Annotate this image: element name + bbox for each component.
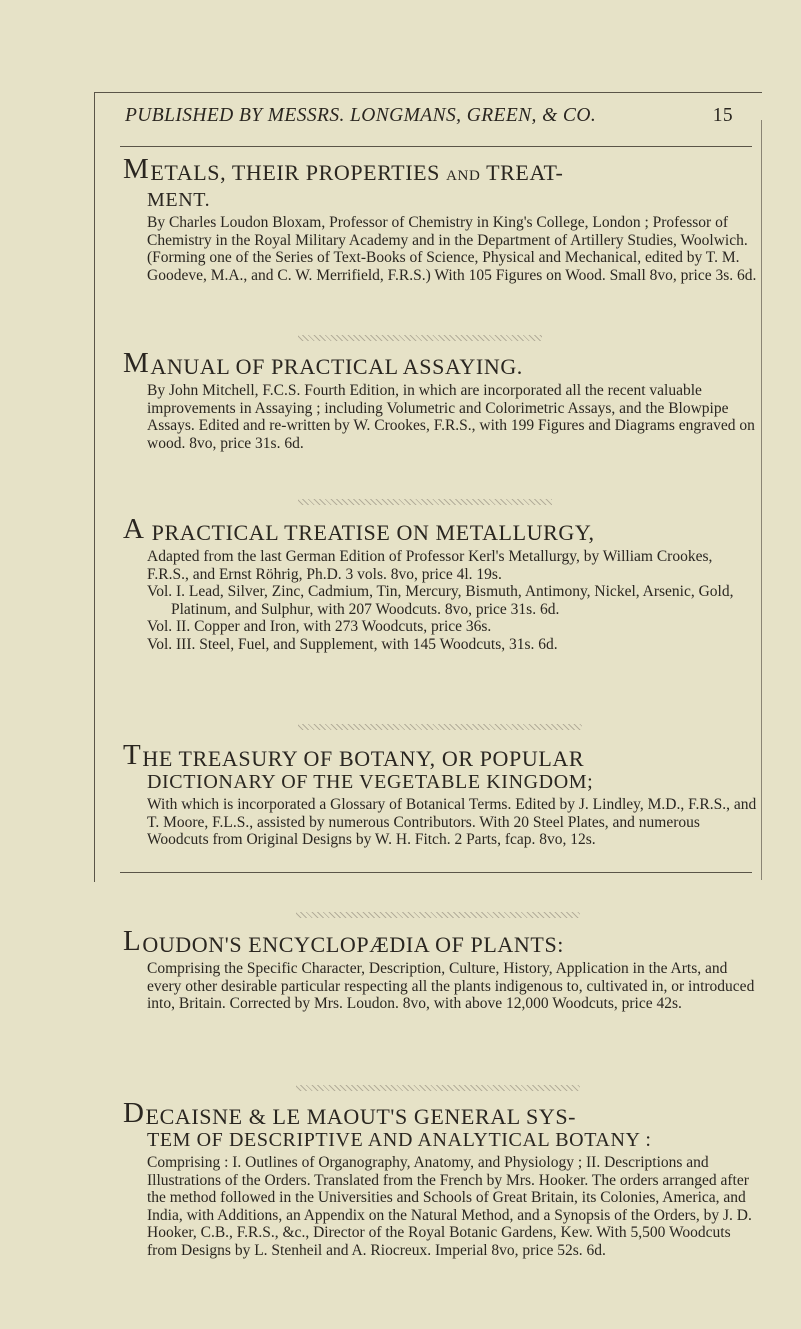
right-border-rule xyxy=(761,120,762,880)
entry-treasury-of-botany xyxy=(123,739,757,849)
drop-capital: M xyxy=(123,153,150,185)
running-header xyxy=(125,105,745,127)
entry-title: METALS, THEIR PROPERTIES AND TREAT- xyxy=(123,153,564,185)
entry-description: By Charles Loudon Bloxam, Professor of Chemistry in King's College, London ; Professor of Chemistry in the Royal Military Academy and in the Department of Artillery Studies, Woolwich. (Forming one of the Series of Text-Books of Science, Physical and Mechanical, edited by T. M. Goodeve, M.A., and C. W. Merrifield, F.R.S.) With 105 Figures on Wood. Small 8vo, price 3s. 6d. xyxy=(147,214,757,284)
entry-title: THE TREASURY OF BOTANY, OR POPULAR xyxy=(123,739,585,771)
drop-capital: A xyxy=(123,513,145,545)
entry-title: MANUAL OF PRACTICAL ASSAYING. xyxy=(123,347,523,379)
top-rule xyxy=(94,92,762,93)
page-number: 15 xyxy=(712,105,733,126)
ornament-divider xyxy=(296,912,580,918)
entry-title-continued: MENT. xyxy=(147,189,211,211)
header-rule xyxy=(120,146,752,147)
drop-capital: T xyxy=(123,739,142,771)
bottom-rule xyxy=(120,872,752,873)
entry-description: Comprising : I. Outlines of Organography, Anatomy, and Physiology ; II. Descriptions and Illustrations of the Orders. Translated from the French by Mrs. Hooker. The orders arranged after the method followed in the Universities and Schools of Great Britain, its Colonies, America, and India, with Additions, an Appendix on the Natural Method, and a Synopsis of the Orders, by J. D. Hooker, C.B., F.R.S., &c., Director of the Royal Botanic Gardens, Kew. With 5,500 Woodcuts from Designs by L. Stenheil and A. Riocreux. Imperial 8vo, price 52s. 6d. xyxy=(147,1154,752,1259)
entry-description: By John Mitchell, F.C.S. Fourth Edition, in which are incorporated all the recent valuable improvements in Assaying ; including Volumetric and Colorimetric Assays, and the Blowpipe Assays. Edited and re-written by W. Crookes, F.R.S., with 199 Figures and Diagrams engraved on wood. 8vo, price 31s. 6d. xyxy=(147,382,755,452)
entry-description: With which is incorporated a Glossary of Botanical Terms. Edited by J. Lindley, M.D., F.R.S., and T. Moore, F.L.S., assisted by numerous Contributors. With 20 Steel Plates, and numerous Woodcuts from Original Designs by W. H. Fitch. 2 Parts, fcap. 8vo, 12s. xyxy=(147,796,757,849)
ornament-divider xyxy=(298,335,542,341)
ornament-divider xyxy=(296,1085,580,1091)
ornament-divider xyxy=(298,499,552,505)
drop-capital: D xyxy=(123,1097,145,1129)
running-title: PUBLISHED BY MESSRS. LONGMANS, GREEN, & CO. xyxy=(125,105,597,126)
entry-title: A PRACTICAL TREATISE ON METALLURGY, xyxy=(123,513,595,545)
entry-title-continued: DICTIONARY OF THE VEGETABLE KINGDOM; xyxy=(147,771,594,793)
entry-decaisne-botany xyxy=(123,1097,757,1260)
entry-description: Adapted from the last German Edition of Professor Kerl's Metallurgy, by William Crookes, F.R.S., and Ernst Röhrig, Ph.D. 3 vols. 8vo, price 4l. 19s. Vol. I. Lead, Silver, Zinc, Cadmium, Tin, Mercury, Bismuth, Antimony, Nickel, Arsenic, Gold, Platinum, and Sulphur, with 207 Woodcuts. 8vo, price 31s. 6d. Vol. II. Copper and Iron, with 273 Woodcuts, price 36s. Vol. III. Steel, Fuel, and Supplement, with 145 Woodcuts, 31s. 6d. xyxy=(147,548,734,653)
entry-title-continued: TEM OF DESCRIPTIVE AND ANALYTICAL BOTANY : xyxy=(147,1129,652,1151)
entry-loudon-encyclopaedia xyxy=(123,925,757,1013)
entry-title: DECAISNE & LE MAOUT'S GENERAL SYS- xyxy=(123,1097,577,1129)
entry-title: LOUDON'S ENCYCLOPÆDIA OF PLANTS: xyxy=(123,925,564,957)
entry-metals xyxy=(123,153,757,284)
entry-metallurgy xyxy=(123,513,757,654)
entry-description: Comprising the Specific Character, Description, Culture, History, Application in the Arts, and every other desirable particular respecting all the plants indigenous to, cultivated in, or introduced into, Britain. Corrected by Mrs. Loudon. 8vo, with above 12,000 Woodcuts, price 42s. xyxy=(147,960,755,1013)
drop-capital: M xyxy=(123,347,150,379)
entry-assaying xyxy=(123,347,757,452)
drop-capital: L xyxy=(123,925,142,957)
left-border-rule xyxy=(94,92,95,882)
ornament-divider xyxy=(298,724,582,730)
